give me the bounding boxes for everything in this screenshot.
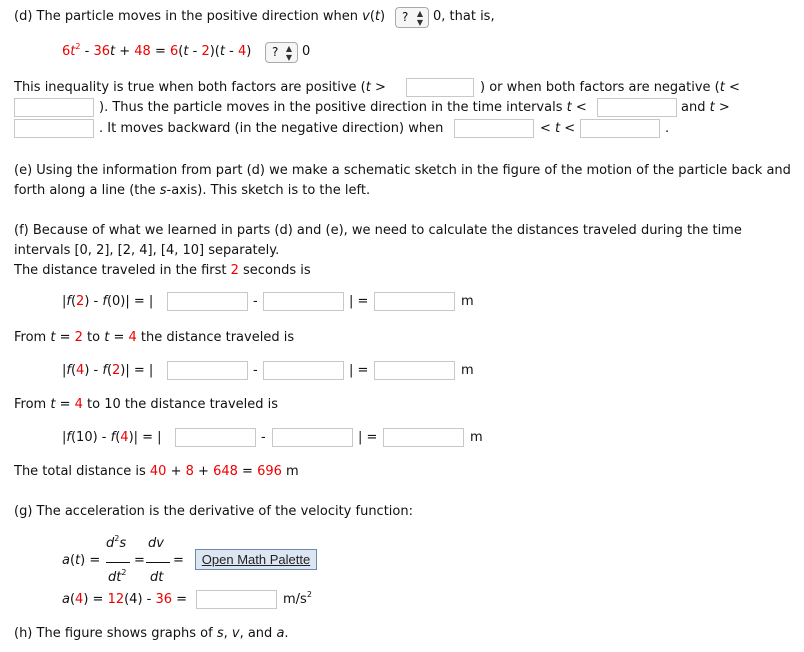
dt2-denominator — [108, 569, 126, 587]
f4-input[interactable] — [167, 361, 248, 380]
up-down-arrows-icon: ▲ ▼ — [285, 44, 292, 62]
part-f-text: intervals [0, 2], [2, 4], [4, 10] separately. — [14, 243, 280, 258]
text: a — [276, 626, 285, 641]
text: . — [665, 121, 670, 136]
text: seconds is — [238, 263, 311, 278]
text: The total distance is — [14, 464, 150, 479]
text: m — [470, 430, 483, 445]
distance-eq-2: |f(4) - f(2)| = | — [62, 363, 154, 378]
part-f-text: (f) Because of what we learned in parts (d) and (e), we need to calculate the distances traveled during the time — [14, 223, 742, 238]
text: < — [540, 121, 556, 136]
text: < — [560, 121, 576, 136]
text: s — [216, 626, 224, 641]
text: - — [253, 294, 258, 309]
inequality-select-2[interactable] — [265, 42, 298, 63]
backward-lower-input[interactable] — [454, 119, 534, 138]
text: a — [62, 592, 70, 607]
text: = — [134, 553, 145, 568]
inequality-select-1[interactable] — [395, 7, 429, 28]
text: 2 — [75, 42, 81, 51]
text: 4 — [76, 363, 85, 378]
text: 36 — [93, 44, 110, 59]
text: f — [102, 363, 107, 378]
text: t — [566, 100, 572, 115]
text: 0 — [302, 44, 311, 59]
text: f — [66, 430, 71, 445]
text: + — [193, 464, 214, 479]
distance-eq-3: |f(10) - f(4)| = | — [62, 430, 162, 445]
factored-equation: $6t^2 - 36t + 48 = 6(t - 2)(t - 4)$ — [62, 42, 252, 59]
text: | = — [358, 430, 378, 445]
text: 0, that is, — [433, 9, 495, 24]
text: -axis). This sketch is to the left. — [166, 183, 371, 198]
text: t — [365, 80, 371, 95]
up-down-arrows-icon: ▲ ▼ — [416, 9, 423, 27]
text: and — [681, 100, 710, 115]
text: f — [110, 430, 116, 445]
dt-denominator: dt — [150, 570, 164, 585]
text: ( — [178, 44, 184, 59]
positive-factor-input[interactable] — [406, 78, 474, 97]
text: . — [284, 626, 289, 641]
text: 2 — [112, 363, 121, 378]
open-math-palette-button[interactable]: Open Math Palette — [195, 549, 317, 570]
fraction-bar — [106, 562, 130, 563]
text: = — [109, 330, 129, 345]
text: s — [159, 183, 167, 198]
f10-input[interactable] — [175, 428, 256, 447]
text — [480, 79, 740, 97]
text: t — [70, 44, 76, 59]
backward-upper-input[interactable] — [580, 119, 660, 138]
text: 48 — [134, 44, 151, 59]
text — [14, 396, 278, 414]
text: 2 — [114, 534, 120, 543]
distance-1-input[interactable] — [374, 292, 455, 311]
text: = — [55, 330, 75, 345]
text: 4 — [128, 330, 137, 345]
text: | = — [349, 294, 369, 309]
part-e-text: (e) Using the information from part (d) we make a schematic sketch in the figure of the motion of the particle back and — [14, 163, 791, 178]
text: 2 — [306, 590, 312, 599]
f2-input[interactable] — [167, 292, 248, 311]
a4-input[interactable] — [196, 590, 277, 609]
text: m — [461, 363, 474, 378]
text: = — [55, 397, 75, 412]
unit-text — [283, 591, 312, 609]
text: . It moves backward (in the negative direction) when — [99, 121, 444, 136]
text: v — [362, 9, 370, 24]
part-e-text — [14, 182, 370, 200]
text: 2 — [76, 294, 85, 309]
text — [99, 99, 587, 117]
text: t — [110, 44, 116, 59]
text: v — [231, 626, 240, 641]
part-d-intro: (d) The particle moves in the positive direction when v(t) — [14, 9, 386, 24]
text: = — [237, 464, 258, 479]
text: m — [461, 294, 474, 309]
part-g-text: (g) The acceleration is the derivative of the velocity function: — [14, 504, 413, 519]
text: + — [166, 464, 186, 479]
a4-equation: a(4) = 12(4) - 36 = — [62, 592, 188, 607]
text: 2 — [74, 330, 83, 345]
text — [14, 79, 386, 97]
text: 4 — [120, 430, 129, 445]
text: d — [106, 536, 115, 551]
text: The distance traveled in the first — [14, 263, 231, 278]
f0-input[interactable] — [263, 292, 344, 311]
text: , and — [239, 626, 277, 641]
text: | = — [349, 363, 369, 378]
text: t — [709, 100, 715, 115]
text: This inequality is true when both factors are positive ( — [14, 80, 366, 95]
text: t — [374, 9, 381, 24]
text: t — [183, 44, 189, 59]
text: (h) The figure shows graphs of — [14, 626, 217, 641]
text: 6 — [62, 44, 71, 59]
text — [540, 120, 575, 138]
text: > — [370, 80, 386, 95]
text: the distance traveled is — [136, 330, 295, 345]
text: 36 — [155, 592, 173, 607]
text: dt — [108, 570, 122, 585]
text: 8 — [185, 464, 194, 479]
text: t — [50, 397, 56, 412]
text: t — [50, 330, 56, 345]
text: t — [75, 553, 81, 568]
text: = — [85, 553, 101, 568]
distance-3-input[interactable] — [383, 428, 464, 447]
text: = — [173, 553, 184, 568]
text: ) — [246, 44, 252, 59]
text: f — [66, 294, 71, 309]
text: 2 — [230, 263, 239, 278]
text: 12 — [107, 592, 125, 607]
text: - — [253, 363, 258, 378]
part-h-text — [14, 625, 289, 643]
text: ) or when both factors are negative ( — [480, 80, 720, 95]
text: a — [62, 553, 70, 568]
text: ). Thus the particle moves in the positive direction in the time intervals — [99, 100, 567, 115]
interval-upper-input[interactable] — [597, 98, 677, 117]
text: t — [104, 330, 110, 345]
text: to — [82, 330, 105, 345]
text: < — [571, 100, 587, 115]
text: 4 — [74, 397, 83, 412]
select-value: ? — [272, 45, 279, 59]
text: f — [66, 363, 71, 378]
text: 0 — [112, 294, 121, 309]
text: 10 — [76, 430, 93, 445]
text: + — [115, 44, 135, 59]
text: 4 — [75, 592, 84, 607]
text: 648 — [213, 464, 238, 479]
text: , — [223, 626, 232, 641]
text: m/s — [283, 592, 307, 607]
text: From — [14, 330, 51, 345]
text: 4 — [237, 44, 247, 59]
a-of-t: a(t) = — [62, 553, 101, 568]
text: > — [714, 100, 730, 115]
text: m — [281, 464, 299, 479]
text: (d) The particle moves in the positive direction when — [14, 9, 363, 24]
f2-input-2[interactable] — [263, 361, 344, 380]
text: - — [80, 44, 94, 59]
text: to 10 the distance traveled is — [82, 397, 279, 412]
fraction-bar — [146, 562, 170, 563]
text: t — [719, 80, 725, 95]
text: From — [14, 397, 51, 412]
text: s — [119, 536, 127, 551]
text: 40 — [149, 464, 167, 479]
text: 696 — [257, 464, 282, 479]
interval-lower-input[interactable] — [14, 119, 94, 138]
text: 6 — [170, 44, 179, 59]
text — [681, 99, 730, 117]
text: 2 — [201, 44, 210, 59]
text: )( — [209, 44, 220, 59]
text: forth along a line (the — [14, 183, 160, 198]
dv-numerator: dv — [148, 536, 164, 551]
part-f-text — [14, 262, 311, 280]
text: - — [261, 430, 266, 445]
text: < — [724, 80, 740, 95]
text: f — [102, 294, 107, 309]
negative-factor-input[interactable] — [14, 98, 94, 117]
select-value: ? — [402, 10, 409, 24]
d2s-numerator — [106, 535, 126, 553]
total-distance — [14, 463, 299, 481]
f4-input-2[interactable] — [272, 428, 353, 447]
distance-eq-1: |f(2) - f(0)| = | — [62, 294, 154, 309]
distance-2-input[interactable] — [374, 361, 455, 380]
text: t — [555, 121, 561, 136]
text — [14, 329, 294, 347]
text: 2 — [121, 568, 127, 577]
text: = — [150, 44, 170, 59]
text: t — [219, 44, 225, 59]
